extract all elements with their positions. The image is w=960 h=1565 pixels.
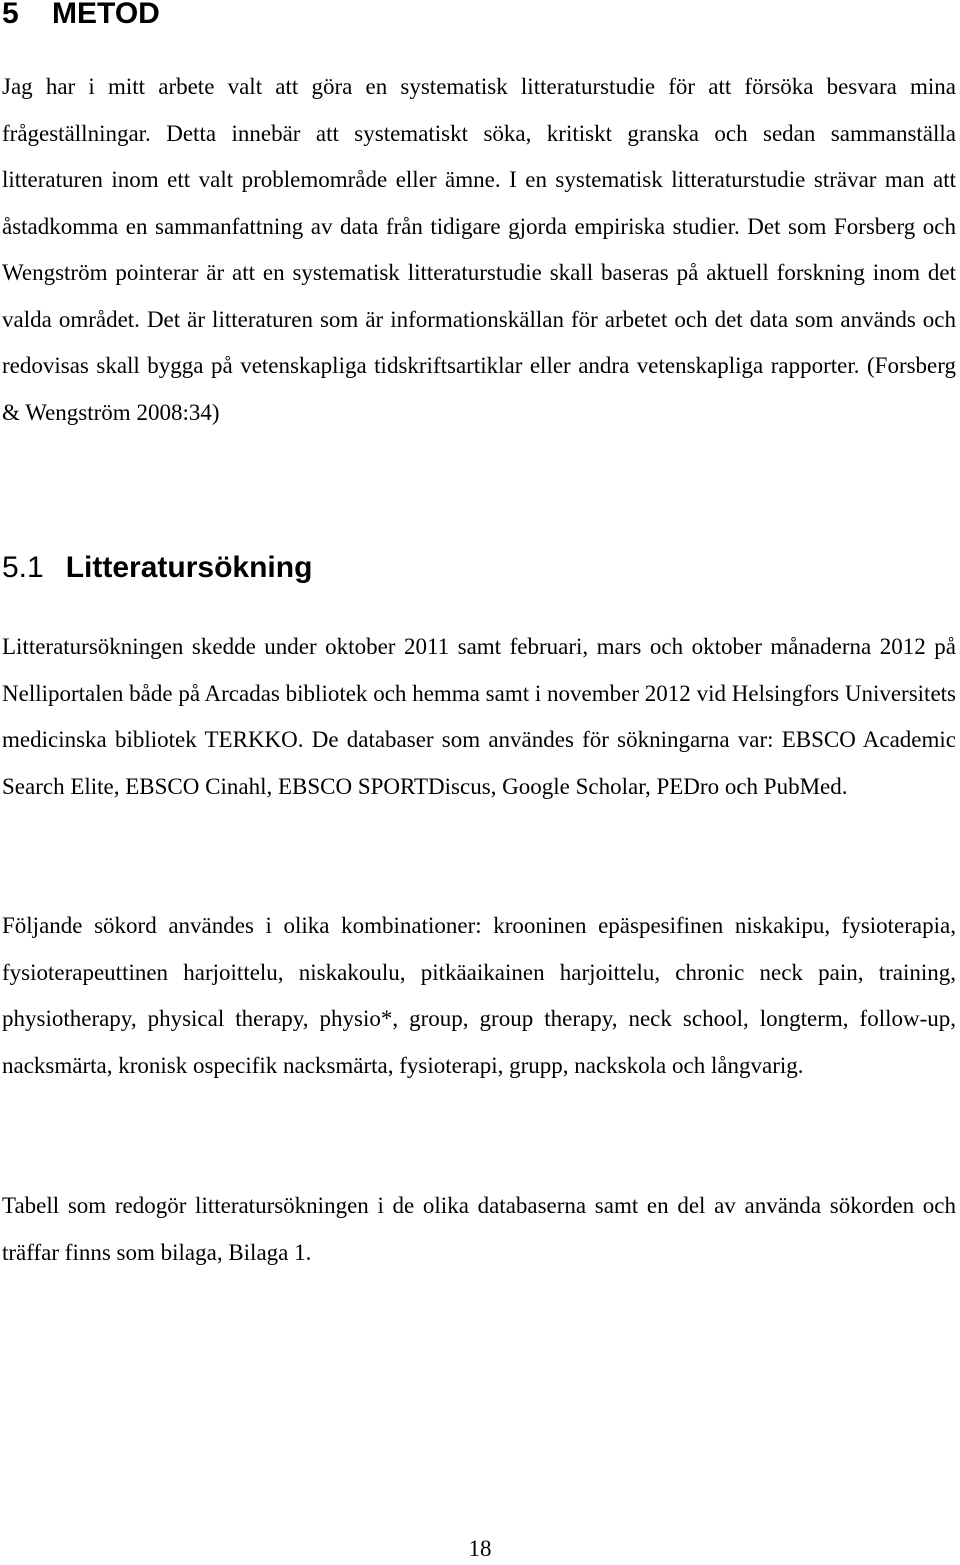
- subsection-title: Litteratursökning: [65, 551, 313, 584]
- paragraph-appendix-note: Tabell som redogör litteratursökningen i de olika databaserna samt en del av använda sökorden och träffar finns som bilaga, Bilaga 1.: [2, 1193, 956, 1265]
- section-title: METOD: [52, 0, 160, 30]
- subsection-number: 5.1: [2, 551, 44, 584]
- paragraph-search-terms: Följande sökord användes i olika kombinationer: krooninen epäspesifinen niskakipu, fysioterapia, fysioterapeuttinen harjoittelu, niskakoulu, pitkäaikainen harjoittelu, chronic neck pain, training, physiotherapy, physical therapy, physio*, group, group therapy, neck school, longterm, follow-up, nacksmärta, kronisk ospecifik nacksmärta, fysioterapi, grupp, nackskola och långvarig.: [2, 913, 956, 1078]
- section-heading-metod: [2, 0, 160, 34]
- subsection-heading-litteratursokning: [2, 546, 312, 590]
- page-number: 18: [468, 1536, 492, 1561]
- paragraph-search-period: Litteratursökningen skedde under oktober 2011 samt februari, mars och oktober månaderna 2012 på Nelliportalen både på Arcadas bibliotek och hemma samt i november 2012 vid Helsingfors Universitets medicinska bibliotek TERKKO. De databaser som användes för sökningarna var: EBSCO Academic Search Elite, EBSCO Cinahl, EBSCO SPORTDiscus, Google Scholar, PEDro och PubMed.: [2, 634, 956, 799]
- paragraph-intro: Jag har i mitt arbete valt att göra en systematisk litteraturstudie för att försöka besvara mina frågeställningar. Detta innebär att systematiskt söka, kritiskt granska och sedan sammanställa litteraturen inom ett valt problemområde eller ämne. I en systematisk litteraturstudie strävar man att åstadkomma en sammanfattning av data från tidigare gjorda empiriska studier. Det som Forsberg och Wengström pointerar är att en systematisk litteraturstudie skall baseras på aktuell forskning inom det valda området. Det är litteraturen som är informationskällan för arbetet och det data som används och redovisas skall bygga på vetenskapliga tidskriftsartiklar eller andra vetenskapliga rapporter. (Forsberg & Wengström 2008:34): [2, 74, 956, 425]
- section-number: 5: [2, 0, 19, 30]
